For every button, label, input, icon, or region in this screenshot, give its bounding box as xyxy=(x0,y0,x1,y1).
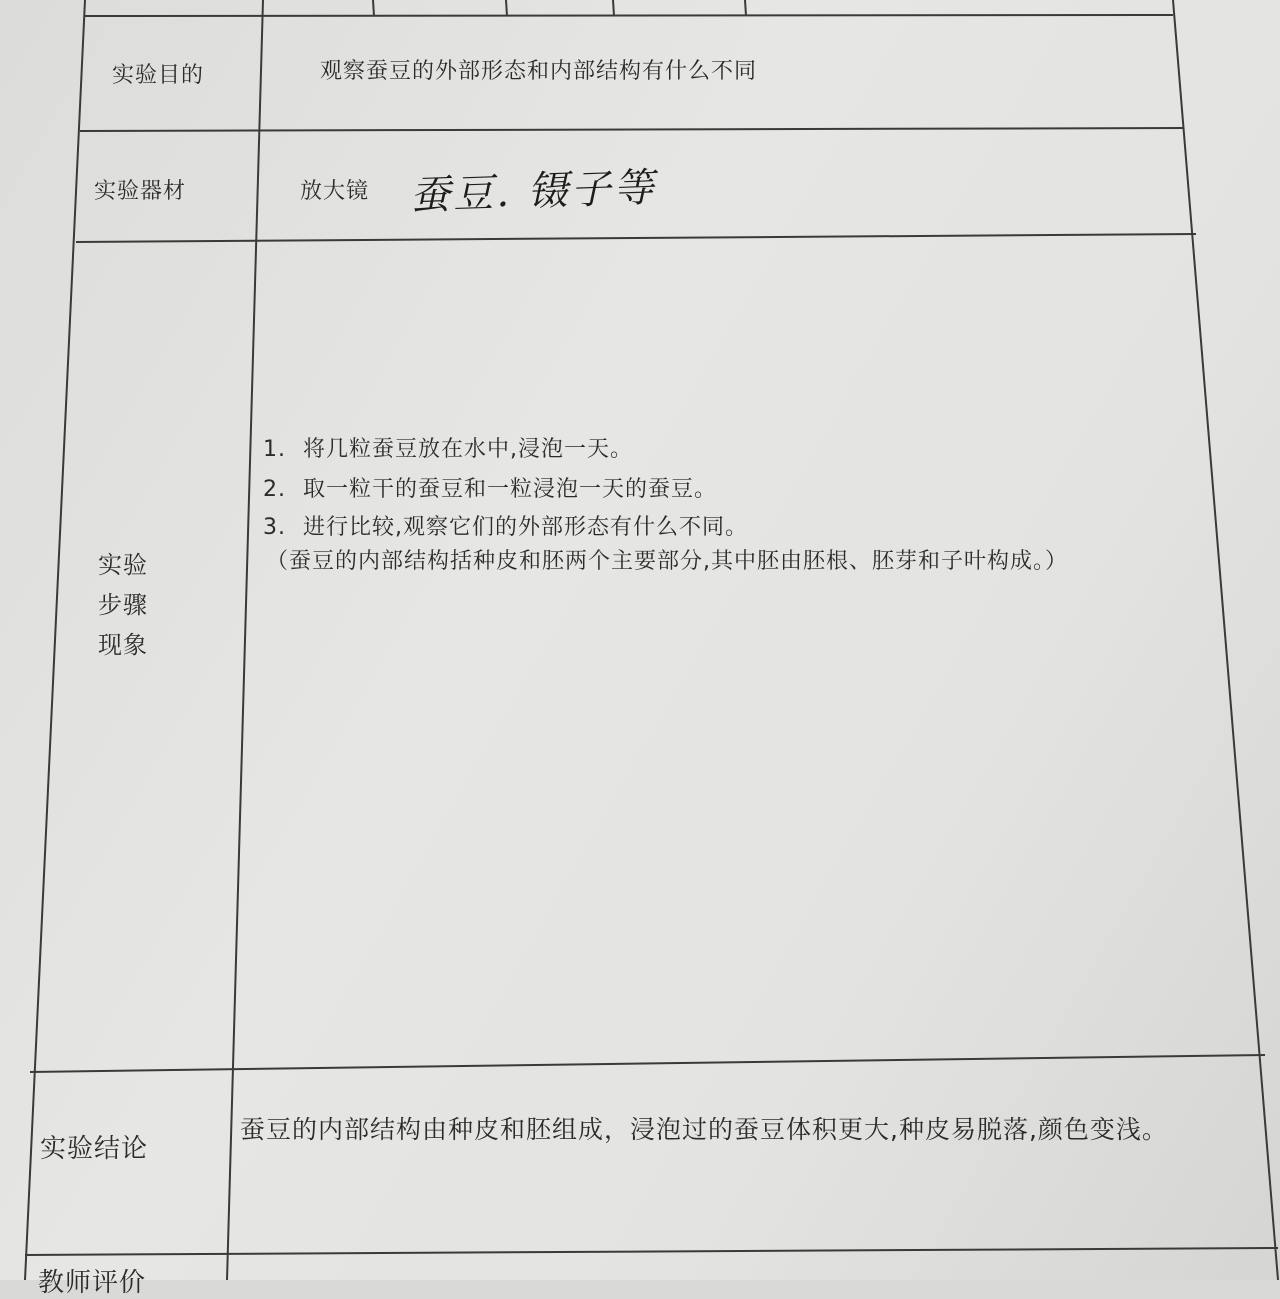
procedure-step xyxy=(263,432,633,463)
step-number: 1. xyxy=(263,437,286,462)
purpose-text: 观察蚕豆的外部形态和内部结构有什么不同 xyxy=(320,59,758,84)
procedure-step xyxy=(263,510,748,541)
conclusion-label: 实验结论 xyxy=(40,1134,149,1164)
materials-handwritten: 蚕豆. 镊子等 xyxy=(409,164,658,220)
step-number: 2. xyxy=(263,477,286,502)
procedure-step xyxy=(263,472,717,503)
conclusion-text: 蚕豆的内部结构由种皮和胚组成，浸泡过的蚕豆体积更大,种皮易脱落,颜色变浅。 xyxy=(240,1115,1168,1144)
materials-label: 实验器材 xyxy=(94,179,187,204)
row-line-1 xyxy=(85,15,1173,16)
step-number: 3. xyxy=(263,515,286,540)
table-left-border xyxy=(25,0,85,1280)
step-text: 将几粒蚕豆放在水中,浸泡一天。 xyxy=(303,437,633,462)
row-line-2 xyxy=(80,128,1183,131)
row-line-3 xyxy=(76,234,1196,242)
procedure-note: （蚕豆的内部结构括种皮和胚两个主要部分,其中胚由胚根、胚芽和子叶构成。） xyxy=(266,549,1068,574)
table-right-border xyxy=(1173,0,1278,1280)
row-line-5 xyxy=(25,1248,1278,1255)
procedure-label-line: 步骤 xyxy=(98,591,148,619)
step-text: 取一粒干的蚕豆和一粒浸泡一天的蚕豆。 xyxy=(303,477,718,502)
evaluation-label: 教师评价 xyxy=(38,1268,147,1298)
row-line-4 xyxy=(30,1055,1265,1072)
label-column-divider xyxy=(227,0,263,1280)
procedure-label xyxy=(98,545,148,665)
materials-printed: 放大镜 xyxy=(300,179,370,204)
step-text: 进行比较,观察它们的外部形态有什么不同。 xyxy=(303,515,748,540)
procedure-label-line: 实验 xyxy=(98,551,148,579)
procedure-label-line: 现象 xyxy=(98,631,148,659)
purpose-label: 实验目的 xyxy=(112,63,205,88)
